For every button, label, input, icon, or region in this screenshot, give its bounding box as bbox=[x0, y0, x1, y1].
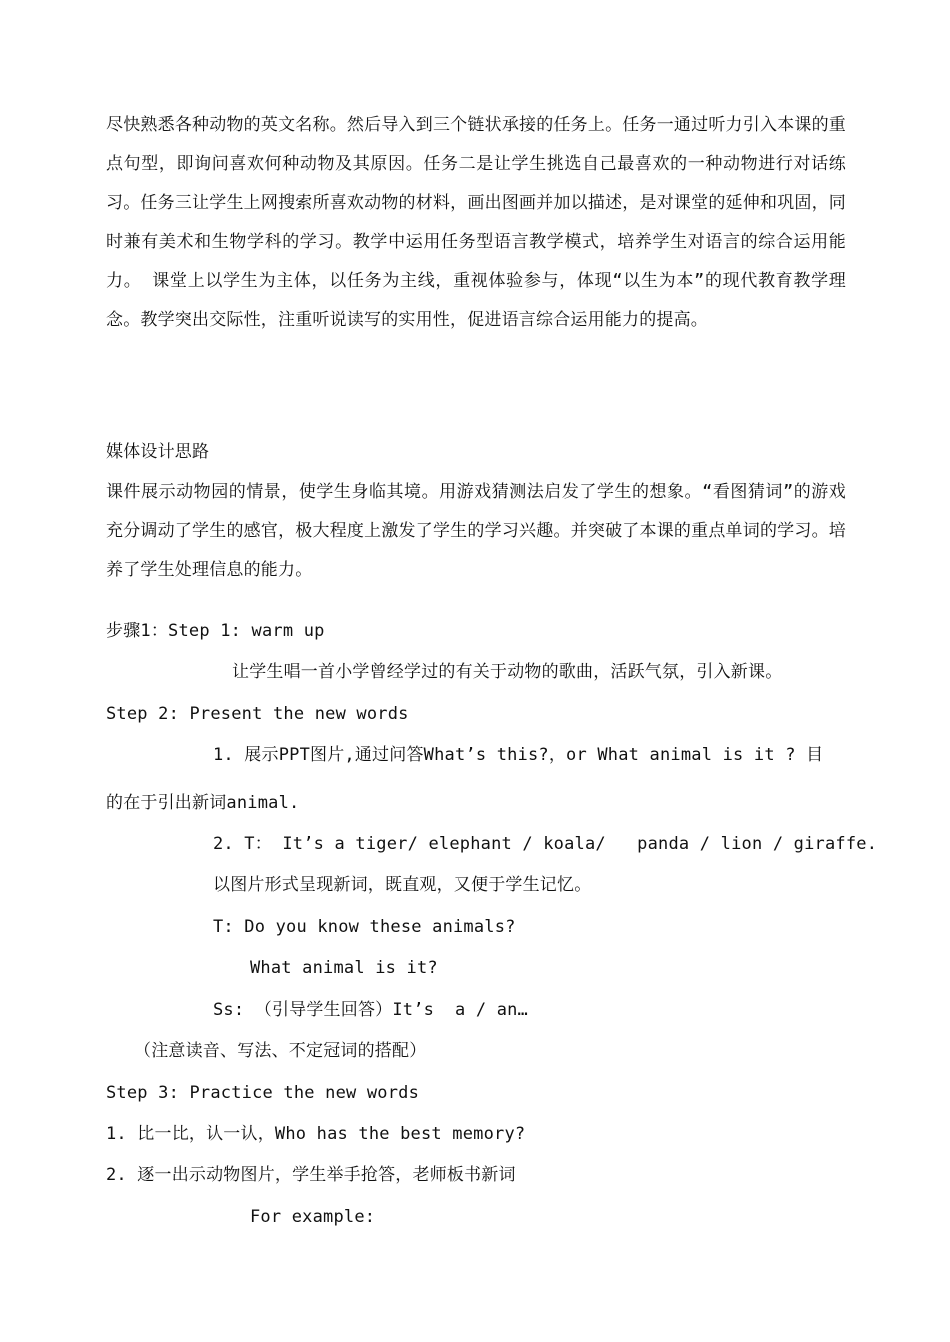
step2-t-question: T: Do you know these animals? bbox=[213, 917, 516, 937]
step3-item1: 1. 比一比，认一认，Who has the best memory? bbox=[106, 1124, 526, 1144]
step1-text: 让学生唱一首小学曾经学过的有关于动物的歌曲，活跃气氛，引入新课。 bbox=[232, 662, 783, 682]
step2-heading: Step 2: Present the new words bbox=[106, 704, 409, 724]
step3-example: For example: bbox=[250, 1207, 376, 1227]
step2-t-question2: What animal is it? bbox=[250, 958, 438, 978]
step2-item1-line1: 1. 展示PPT图片,通过问答What’s this?，or What animal is it ? 目 bbox=[213, 745, 824, 765]
intro-paragraph: 尽快熟悉各种动物的英文名称。然后导入到三个链状承接的任务上。任务一通过听力引入本课的重点句型，即询问喜欢何种动物及其原因。任务二是让学生挑选自己最喜欢的一种动物进行对话练习。任务三让学生上网搜索所喜欢动物的材料，画出图画并加以描述，是对课堂的延伸和巩固，同时兼有美术和生物学科的学习。教学中运用任务型语言教学模式，培养学生对语言的综合运用能力。 课堂上以学生为主体，以任务为主线，重视体验参与，体现“以生为本”的现代教育教学理念。教学突出交际性，注重听说读写的实用性，促进语言综合运用能力的提高。 bbox=[106, 115, 846, 330]
media-paragraph: 课件展示动物园的情景，使学生身临其境。用游戏猜测法启发了学生的想象。“看图猜词”的游戏充分调动了学生的感官，极大程度上激发了学生的学习兴趣。并突破了本课的重点单词的学习。培养了学生处理信息的能力。 bbox=[106, 482, 846, 580]
step2-item2-line1: 2. T： It’s a tiger/ elephant / koala/ panda / lion / giraffe. bbox=[213, 834, 878, 854]
step3-item2: 2. 逐一出示动物图片，学生举手抢答，老师板书新词 bbox=[106, 1165, 516, 1185]
step2-note: （注意读音、写法、不定冠词的搭配） bbox=[134, 1041, 427, 1061]
media-heading: 媒体设计思路 bbox=[106, 442, 210, 462]
step1-heading: 步骤1：Step 1: warm up bbox=[106, 621, 325, 641]
step2-item1-line2: 的在于引出新词animal. bbox=[106, 793, 300, 813]
step2-item2-line2: 以图片形式呈现新词，既直观，又便于学生记忆。 bbox=[213, 875, 592, 895]
step2-ss-answer: Ss: （引导学生回答）It’s a / an… bbox=[213, 1000, 528, 1020]
step3-heading: Step 3: Practice the new words bbox=[106, 1083, 420, 1103]
